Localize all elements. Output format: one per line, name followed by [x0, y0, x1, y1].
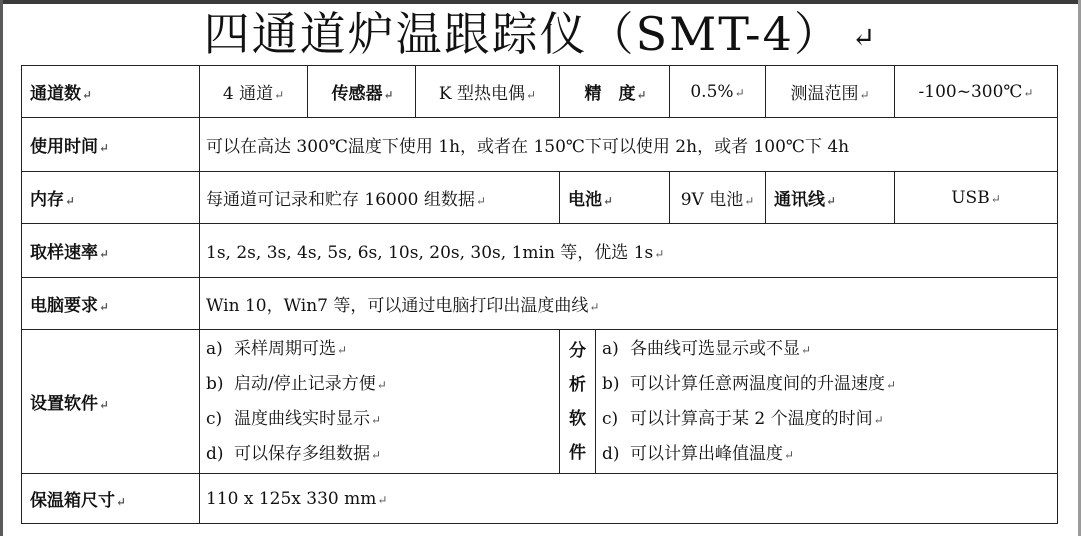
settings-item: d) 可以保存多组数据↵ — [206, 443, 382, 464]
row-sampling-rate — [22, 224, 1058, 278]
document-title-text: 四通道炉温跟踪仪（SMT-4） — [203, 7, 842, 61]
value-channels: 4 通道↵ — [200, 66, 308, 118]
analysis-item: a) 各曲线可选显示或不显↵ — [602, 338, 812, 359]
label-range: 测温范围↵ — [766, 66, 895, 118]
value-memory: 每通道可记录和贮存 16000 组数据↵ — [200, 172, 560, 224]
label-sampling-rate: 取样速率↵ — [22, 224, 200, 278]
settings-item: c) 温度曲线实时显示↵ — [206, 408, 382, 429]
label-box-size: 保温箱尺寸↵ — [22, 474, 200, 524]
window-top-edge — [0, 0, 1081, 4]
label-accuracy: 精 度↵ — [560, 66, 670, 118]
value-accuracy: 0.5%↵ — [670, 66, 766, 118]
value-pc-requirement: Win 10，Win7 等，可以通过电脑打印出温度曲线↵ — [200, 278, 1058, 330]
analysis-item: d) 可以计算出峰值温度↵ — [602, 443, 795, 464]
row-channels — [22, 66, 1058, 118]
label-settings-software: 设置软件↵ — [22, 330, 200, 474]
label-memory: 内存↵ — [22, 172, 200, 224]
row-pc-requirement — [22, 278, 1058, 330]
value-cable: USB↵ — [895, 172, 1058, 224]
settings-item: b) 启动/停止记录方便↵ — [206, 373, 387, 394]
value-range: -100~300℃↵ — [895, 66, 1058, 118]
row-usage-time — [22, 118, 1058, 172]
label-channels: 通道数↵ — [22, 66, 200, 118]
row-memory — [22, 172, 1058, 224]
row-box-size — [22, 474, 1058, 524]
label-sensor: 传感器↵ — [308, 66, 416, 118]
value-sensor: K 型热电偶↵ — [416, 66, 560, 118]
label-usage-time: 使用时间↵ — [22, 118, 200, 172]
spec-table — [21, 65, 1058, 524]
value-box-size: 110 x 125x 330 mm↵ — [200, 474, 1058, 524]
label-cable: 通讯线↵ — [766, 172, 895, 224]
label-pc-requirement: 电脑要求↵ — [22, 278, 200, 330]
paragraph-mark-icon: ↵ — [851, 21, 878, 54]
analysis-item: b) 可以计算任意两温度间的升温速度↵ — [602, 373, 897, 394]
analysis-item: c) 可以计算高于某 2 个温度的时间↵ — [602, 408, 884, 429]
settings-item: a) 采样周期可选↵ — [206, 338, 348, 359]
settings-software-list — [200, 330, 560, 474]
analysis-software-list — [596, 330, 1058, 474]
value-battery: 9V 电池↵ — [670, 172, 766, 224]
window-left-edge — [0, 0, 3, 536]
value-usage-time: 可以在高达 300℃温度下使用 1h，或者在 150℃下可以使用 2h，或者 100℃下 4h — [200, 118, 1058, 172]
document-title — [0, 6, 1081, 66]
row-software — [22, 330, 1058, 474]
label-analysis-software: 分 析 软 件 — [560, 330, 596, 474]
value-sampling-rate: 1s, 2s, 3s, 4s, 5s, 6s, 10s, 20s, 30s, 1min 等，优选 1s↵ — [200, 224, 1058, 278]
label-battery: 电池↵ — [560, 172, 670, 224]
